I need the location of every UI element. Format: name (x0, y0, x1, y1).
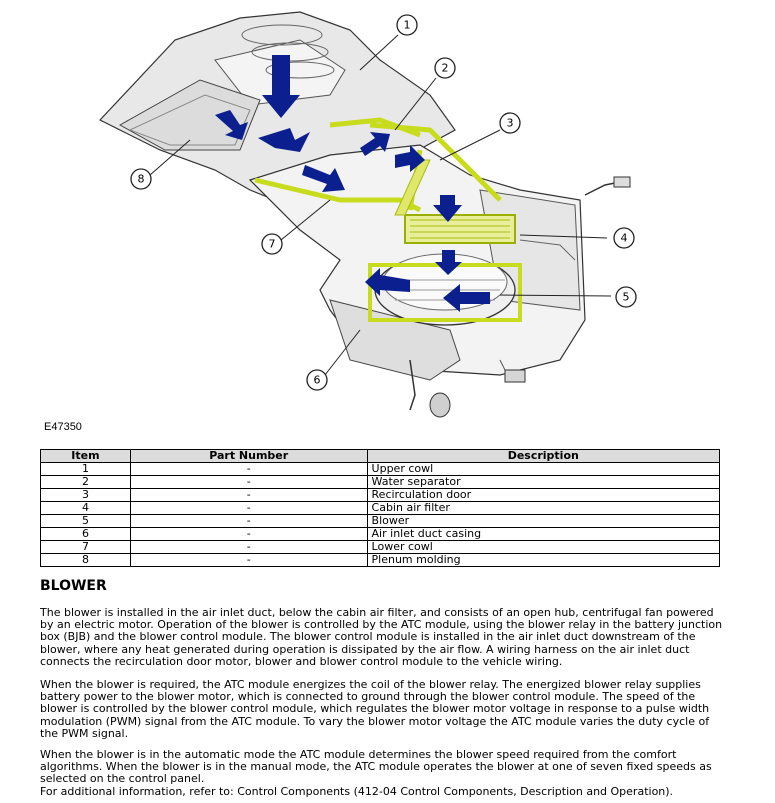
table-row (41, 528, 720, 541)
cell-item: 1 (41, 463, 131, 476)
cell-part: - (130, 476, 367, 489)
paragraph-1: The blower is installed in the air inlet duct, below the cabin air filter, and consists of an open hub, centrifugal fan powered by an electric motor. Operation of the blower is controlled by the ATC module, using the blower relay in the battery junction box (BJB) and the blower control module. The blower control module is installed in the air inlet duct downstream of the blower, where any heat generated during operation is dissipated by the air flow. A wiring harness on the air inlet duct connects the recirculation door motor, blower and blower control module to the vehicle wiring. (40, 606, 723, 668)
table-row (41, 554, 720, 567)
cell-item: 5 (41, 515, 131, 528)
reference-link-text[interactable]: For additional information, refer to: Control Components (412-04 Control Components, Description and Operation). (40, 785, 674, 798)
cell-item: 7 (41, 541, 131, 554)
cell-desc: Lower cowl (367, 541, 719, 554)
svg-text:6: 6 (313, 373, 321, 387)
parts-table (40, 449, 720, 567)
cell-desc: Plenum molding (367, 554, 719, 567)
cell-desc: Recirculation door (367, 489, 719, 502)
table-row (41, 463, 720, 476)
table-row (41, 489, 720, 502)
header-item: Item (41, 450, 131, 463)
cell-part: - (130, 515, 367, 528)
callout-8 (131, 169, 151, 189)
svg-text:4: 4 (620, 231, 628, 245)
callout-1 (397, 15, 417, 35)
cell-desc: Upper cowl (367, 463, 719, 476)
callout-5 (616, 287, 636, 307)
cell-item: 4 (41, 502, 131, 515)
cell-item: 6 (41, 528, 131, 541)
table-row (41, 515, 720, 528)
svg-text:7: 7 (268, 237, 276, 251)
paragraph-2: When the blower is required, the ATC module energizes the coil of the blower relay. The energized blower relay supplies battery power to the blower motor, which is connected to ground through the blower control module. The speed of the blower is controlled by the blower control module, which regulates the blower motor voltage in response to a pulse width modulation (PWM) signal from the ATC module. To vary the blower motor voltage the ATC module varies the duty cycle of the PWM signal. (40, 678, 710, 740)
svg-text:2: 2 (441, 61, 449, 75)
callout-7 (262, 234, 282, 254)
cell-part: - (130, 502, 367, 515)
svg-text:8: 8 (137, 172, 145, 186)
callout-2 (435, 58, 455, 78)
svg-text:3: 3 (506, 116, 514, 130)
header-part-number: Part Number (130, 450, 367, 463)
callout-4 (614, 228, 634, 248)
svg-text:1: 1 (403, 18, 411, 32)
table-row (41, 541, 720, 554)
table-header-row (41, 450, 720, 463)
cell-part: - (130, 541, 367, 554)
cell-part: - (130, 528, 367, 541)
paragraph-3: When the blower is in the automatic mode the ATC module determines the blower speed required from the comfort algorithms. When the blower is in the manual mode, the ATC module operates the blower at one of seven fixed speeds as selected on the control panel. (40, 748, 712, 786)
header-description: Description (367, 450, 719, 463)
figure-id: E47350 (44, 421, 82, 433)
svg-text:5: 5 (622, 290, 630, 304)
cell-item: 2 (41, 476, 131, 489)
table-row (41, 476, 720, 489)
cell-desc: Water separator (367, 476, 719, 489)
cell-desc: Cabin air filter (367, 502, 719, 515)
callout-6 (307, 370, 327, 390)
cell-part: - (130, 463, 367, 476)
section-title: BLOWER (40, 578, 107, 594)
cell-item: 3 (41, 489, 131, 502)
callout-3 (500, 113, 520, 133)
cell-part: - (130, 489, 367, 502)
cell-desc: Blower (367, 515, 719, 528)
cell-part: - (130, 554, 367, 567)
table-row (41, 502, 720, 515)
cell-item: 8 (41, 554, 131, 567)
cell-desc: Air inlet duct casing (367, 528, 719, 541)
